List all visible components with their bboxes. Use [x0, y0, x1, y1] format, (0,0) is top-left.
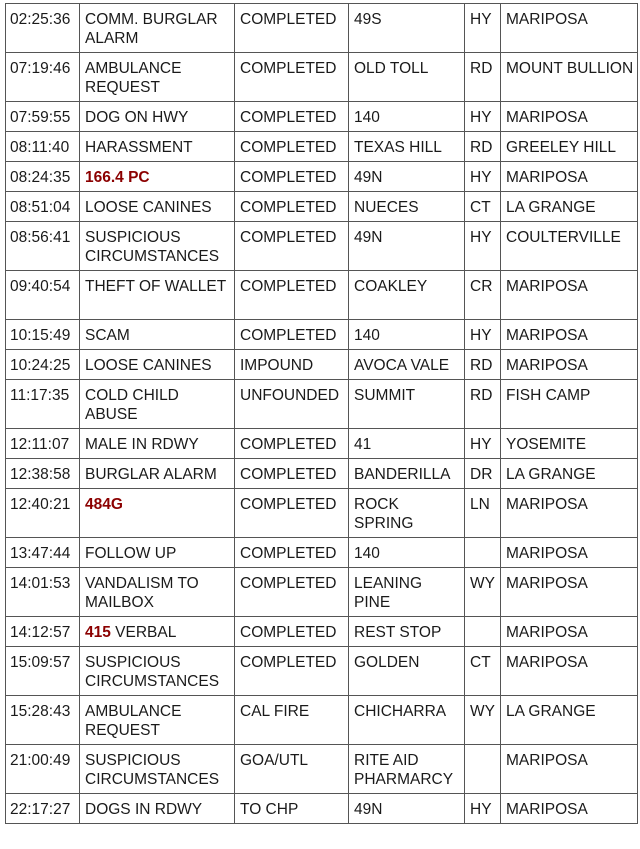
street-suffix-cell: RD — [465, 53, 501, 102]
street-cell: AVOCA VALE — [349, 350, 465, 380]
disposition-cell: COMPLETED — [235, 222, 349, 271]
city-cell: MARIPOSA — [501, 794, 638, 824]
city-cell: MARIPOSA — [501, 745, 638, 794]
incident-cell: LOOSE CANINES — [80, 192, 235, 222]
street-suffix-cell: HY — [465, 162, 501, 192]
city-cell: MARIPOSA — [501, 538, 638, 568]
incident-cell: SUSPICIOUS CIRCUMSTANCES — [80, 222, 235, 271]
disposition-cell: COMPLETED — [235, 538, 349, 568]
time-cell: 07:19:46 — [6, 53, 80, 102]
disposition-cell: IMPOUND — [235, 350, 349, 380]
street-cell: LEANING PINE — [349, 568, 465, 617]
street-suffix-cell: RD — [465, 350, 501, 380]
street-cell: NUECES — [349, 192, 465, 222]
street-cell: 49S — [349, 4, 465, 53]
city-cell: LA GRANGE — [501, 696, 638, 745]
incident-cell: COMM. BURGLAR ALARM — [80, 4, 235, 53]
table-row — [6, 647, 638, 696]
incident-cell: AMBULANCE REQUEST — [80, 696, 235, 745]
street-cell: 140 — [349, 320, 465, 350]
disposition-cell: COMPLETED — [235, 429, 349, 459]
street-cell: 49N — [349, 162, 465, 192]
street-cell: 49N — [349, 222, 465, 271]
incident-code: 415 — [85, 624, 111, 641]
incident-cell: LOOSE CANINES — [80, 350, 235, 380]
time-cell: 12:40:21 — [6, 489, 80, 538]
disposition-cell: UNFOUNDED — [235, 380, 349, 429]
incident-cell: COLD CHILD ABUSE — [80, 380, 235, 429]
table-row — [6, 794, 638, 824]
time-cell: 21:00:49 — [6, 745, 80, 794]
table-row — [6, 53, 638, 102]
table-row — [6, 4, 638, 53]
street-cell: CHICHARRA — [349, 696, 465, 745]
table-row — [6, 380, 638, 429]
disposition-cell: COMPLETED — [235, 320, 349, 350]
table-row — [6, 162, 638, 192]
disposition-cell: GOA/UTL — [235, 745, 349, 794]
disposition-cell: COMPLETED — [235, 271, 349, 320]
incident-cell: DOG ON HWY — [80, 102, 235, 132]
disposition-cell: COMPLETED — [235, 102, 349, 132]
street-cell: REST STOP — [349, 617, 465, 647]
incident-log-table — [5, 3, 638, 824]
street-suffix-cell: DR — [465, 459, 501, 489]
disposition-cell: COMPLETED — [235, 4, 349, 53]
street-suffix-cell: CR — [465, 271, 501, 320]
city-cell: MARIPOSA — [501, 4, 638, 53]
time-cell: 11:17:35 — [6, 380, 80, 429]
city-cell: MARIPOSA — [501, 568, 638, 617]
street-cell: SUMMIT — [349, 380, 465, 429]
city-cell: MARIPOSA — [501, 617, 638, 647]
table-row — [6, 538, 638, 568]
time-cell: 08:51:04 — [6, 192, 80, 222]
disposition-cell: COMPLETED — [235, 489, 349, 538]
street-cell: 49N — [349, 794, 465, 824]
city-cell: MARIPOSA — [501, 320, 638, 350]
city-cell: MARIPOSA — [501, 489, 638, 538]
disposition-cell: COMPLETED — [235, 53, 349, 102]
incident-cell: VANDALISM TO MAILBOX — [80, 568, 235, 617]
incident-cell: THEFT OF WALLET — [80, 271, 235, 320]
incident-cell: AMBULANCE REQUEST — [80, 53, 235, 102]
street-suffix-cell — [465, 538, 501, 568]
time-cell: 02:25:36 — [6, 4, 80, 53]
table-row — [6, 350, 638, 380]
time-cell: 15:09:57 — [6, 647, 80, 696]
city-cell: FISH CAMP — [501, 380, 638, 429]
street-cell: RITE AID PHARMARCY — [349, 745, 465, 794]
disposition-cell: COMPLETED — [235, 617, 349, 647]
street-suffix-cell: HY — [465, 429, 501, 459]
city-cell: MOUNT BULLION — [501, 53, 638, 102]
city-cell: COULTERVILLE — [501, 222, 638, 271]
incident-cell: FOLLOW UP — [80, 538, 235, 568]
incident-cell: BURGLAR ALARM — [80, 459, 235, 489]
incident-cell: MALE IN RDWY — [80, 429, 235, 459]
time-cell: 15:28:43 — [6, 696, 80, 745]
street-suffix-cell: HY — [465, 222, 501, 271]
street-cell: OLD TOLL — [349, 53, 465, 102]
table-row — [6, 696, 638, 745]
street-cell: ROCK SPRING — [349, 489, 465, 538]
street-cell: BANDERILLA — [349, 459, 465, 489]
incident-cell: DOGS IN RDWY — [80, 794, 235, 824]
disposition-cell: CAL FIRE — [235, 696, 349, 745]
table-row — [6, 745, 638, 794]
time-cell: 08:11:40 — [6, 132, 80, 162]
incident-cell: SUSPICIOUS CIRCUMSTANCES — [80, 745, 235, 794]
street-cell: TEXAS HILL — [349, 132, 465, 162]
time-cell: 08:56:41 — [6, 222, 80, 271]
street-cell: GOLDEN — [349, 647, 465, 696]
incident-cell — [80, 617, 235, 647]
table-row — [6, 132, 638, 162]
city-cell: MARIPOSA — [501, 647, 638, 696]
time-cell: 10:15:49 — [6, 320, 80, 350]
street-suffix-cell: HY — [465, 794, 501, 824]
city-cell: MARIPOSA — [501, 350, 638, 380]
time-cell: 14:12:57 — [6, 617, 80, 647]
time-cell: 12:38:58 — [6, 459, 80, 489]
time-cell: 10:24:25 — [6, 350, 80, 380]
table-row — [6, 429, 638, 459]
disposition-cell: TO CHP — [235, 794, 349, 824]
table-row — [6, 271, 638, 320]
street-suffix-cell: RD — [465, 380, 501, 429]
street-suffix-cell: HY — [465, 102, 501, 132]
street-cell: 140 — [349, 538, 465, 568]
disposition-cell: COMPLETED — [235, 459, 349, 489]
table-row — [6, 320, 638, 350]
street-cell: COAKLEY — [349, 271, 465, 320]
street-cell: 140 — [349, 102, 465, 132]
street-cell: 41 — [349, 429, 465, 459]
city-cell: LA GRANGE — [501, 192, 638, 222]
street-suffix-cell: LN — [465, 489, 501, 538]
table-row — [6, 489, 638, 538]
city-cell: MARIPOSA — [501, 102, 638, 132]
disposition-cell: COMPLETED — [235, 647, 349, 696]
street-suffix-cell: HY — [465, 4, 501, 53]
street-suffix-cell: RD — [465, 132, 501, 162]
city-cell: MARIPOSA — [501, 271, 638, 320]
table-row — [6, 459, 638, 489]
incident-cell — [80, 162, 235, 192]
incident-code: 166.4 PC — [85, 169, 150, 186]
time-cell: 09:40:54 — [6, 271, 80, 320]
city-cell: MARIPOSA — [501, 162, 638, 192]
city-cell: LA GRANGE — [501, 459, 638, 489]
disposition-cell: COMPLETED — [235, 132, 349, 162]
incident-text: VERBAL — [110, 624, 177, 641]
time-cell: 07:59:55 — [6, 102, 80, 132]
incident-log-body — [6, 4, 638, 824]
time-cell: 22:17:27 — [6, 794, 80, 824]
incident-cell: HARASSMENT — [80, 132, 235, 162]
time-cell: 14:01:53 — [6, 568, 80, 617]
incident-cell — [80, 489, 235, 538]
table-row — [6, 617, 638, 647]
incident-code: 484G — [85, 496, 123, 513]
time-cell: 08:24:35 — [6, 162, 80, 192]
time-cell: 13:47:44 — [6, 538, 80, 568]
street-suffix-cell: CT — [465, 647, 501, 696]
disposition-cell: COMPLETED — [235, 568, 349, 617]
table-row — [6, 192, 638, 222]
table-row — [6, 222, 638, 271]
incident-cell: SUSPICIOUS CIRCUMSTANCES — [80, 647, 235, 696]
street-suffix-cell: WY — [465, 568, 501, 617]
street-suffix-cell — [465, 617, 501, 647]
time-cell: 12:11:07 — [6, 429, 80, 459]
street-suffix-cell: CT — [465, 192, 501, 222]
city-cell: GREELEY HILL — [501, 132, 638, 162]
incident-cell: SCAM — [80, 320, 235, 350]
disposition-cell: COMPLETED — [235, 192, 349, 222]
street-suffix-cell: WY — [465, 696, 501, 745]
disposition-cell: COMPLETED — [235, 162, 349, 192]
table-row — [6, 102, 638, 132]
table-row — [6, 568, 638, 617]
street-suffix-cell: HY — [465, 320, 501, 350]
street-suffix-cell — [465, 745, 501, 794]
city-cell: YOSEMITE — [501, 429, 638, 459]
